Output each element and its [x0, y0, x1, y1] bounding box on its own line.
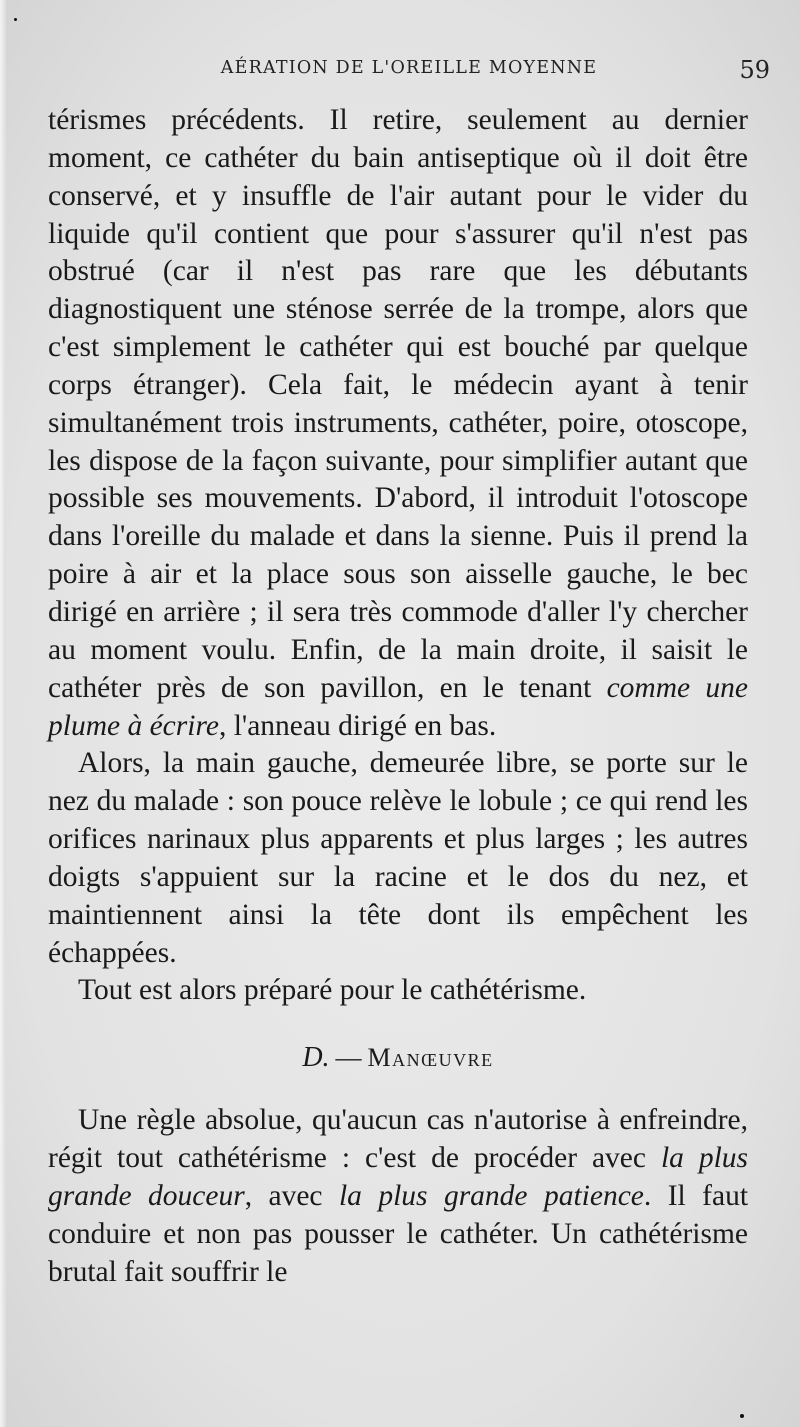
- body-text: [48, 102, 748, 1291]
- section-dash: —: [335, 1043, 362, 1073]
- paragraph-text: , l'anneau dirigé en bas.: [218, 709, 497, 742]
- paragraph-text: Alors, la main gauche, demeurée libre, se porte sur le nez du malade : son pouce relève le lobule ; ce qui rend les orifices narinaux plus apparents et plus larges ; les autres doigts s'appuient sur la racine et le dos du nez, et maintiennent ainsi la tête dont ils empêchent les échappées.: [48, 747, 748, 969]
- section-title: Manœuvre: [367, 1043, 494, 1073]
- paragraph-text: Une règle absolue, qu'aucun cas n'autorise à enfreindre, régit tout cathétérisme : c'est de procéder avec: [48, 1104, 748, 1175]
- paragraph-3: [48, 972, 748, 1010]
- section-heading: [48, 1038, 748, 1078]
- ink-speck: [14, 18, 17, 21]
- page-number: 59: [739, 56, 770, 84]
- italic-phrase: la plus grande patience: [338, 1179, 644, 1212]
- paragraph-text: Tout est alors préparé pour le cathétérisme.: [78, 974, 587, 1007]
- paragraph-text: . Il faut conduire et non pas pousser le cathéter. Un cathétérisme brutal fait souffrir le: [48, 1179, 749, 1288]
- running-title: AÉRATION DE L'OREILLE MOYENNE: [220, 58, 598, 78]
- ink-speck: [740, 1414, 744, 1418]
- running-head: [48, 56, 770, 86]
- paragraph-text: térismes précédents. Il retire, seulement au dernier moment, ce cathéter du bain antiseptique où il doit être conservé, et y insuffle de l'air autant pour le vider du liquide qu'il contient que pour s'assurer qu'il n'est pas obstrué (car il n'est pas rare que les débutants diagnostiquent une sténose serrée de la trompe, alors que c'est simplement le cathéter qui est bouché par quelque corps étranger). Cela fait, le médecin ayant à tenir simultanément trois instruments, cathéter, poire, otoscope, les dispose de la façon suivante, pour simplifier autant que possible ses mouvements. D'abord, il introduit l'otoscope dans l'oreille du malade et dans la sienne. Puis il prend la poire à air et la place sous son aisselle gauche, le bec dirigé en arrière ; il sera très commode d'aller l'y chercher au moment voulu. Enfin, de la main droite, il saisit le cathéter près de son pavillon, en le tenant: [48, 104, 748, 704]
- paragraph-text: , avec: [244, 1179, 339, 1212]
- paragraph-4: [48, 1102, 748, 1291]
- section-letter: D.: [302, 1042, 330, 1074]
- italic-phrase: comme une plume à écrire: [48, 671, 748, 742]
- page-edge: [0, 0, 6, 1427]
- paragraph-1: [48, 102, 748, 745]
- paragraph-2: [48, 745, 748, 972]
- italic-phrase: la plus grande douceur: [48, 1142, 748, 1212]
